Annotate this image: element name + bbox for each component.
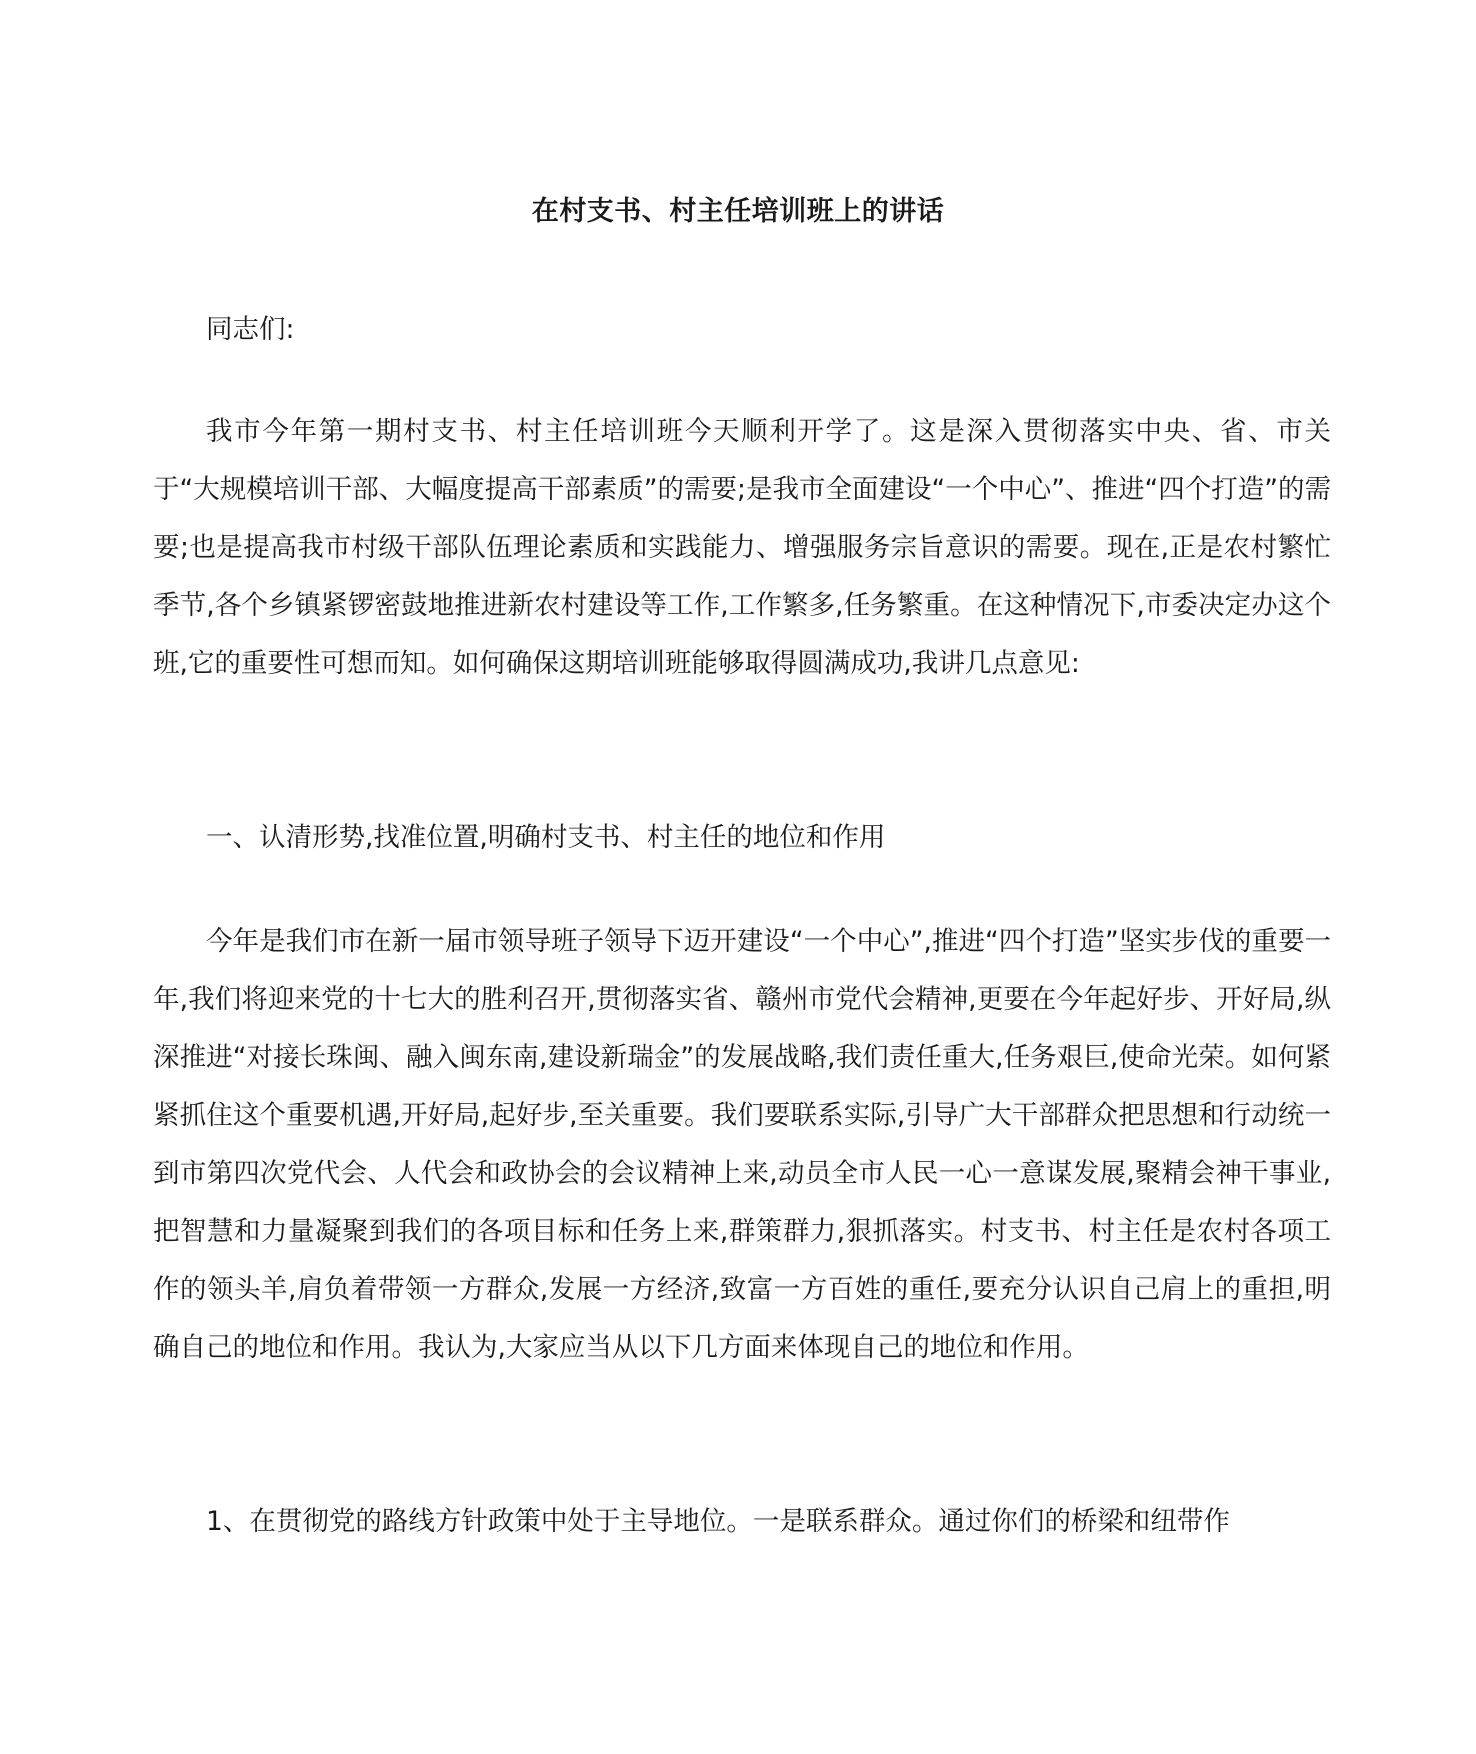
section-heading-one: 一、认清形势,找准位置,明确村支书、村主任的地位和作用 — [206, 822, 886, 853]
document-title: 在村支书、村主任培训班上的讲话 — [531, 196, 945, 227]
salutation: 同志们: — [206, 314, 295, 345]
paragraph-intro: 我市今年第一期村支书、村主任培训班今天顺利开学了。这是深入贯彻落实中央、省、市关于“大规模培训干部、大幅度提高干部素质”的需要;是我市全面建设“一个中心”、推进“四个打造”的需要;也是提高我市村级干部队伍理论素质和实践能力、增强服务宗旨意识的需要。现在,正是农村繁忙季节,各个乡镇紧锣密鼓地推进新农村建设等工作,工作繁多,任务繁重。在这种情况下,市委决定办这个班,它的重要性可想而知。如何确保这期培训班能够取得圆满成功,我讲几点意见: — [153, 416, 1331, 679]
paragraph-point-one: 1、在贯彻党的路线方针政策中处于主导地位。一是联系群众。通过你们的桥梁和纽带作 — [206, 1506, 1230, 1537]
paragraph-section-one: 今年是我们市在新一届市领导班子领导下迈开建设“一个中心”,推进“四个打造”坚实步伐的重要一年,我们将迎来党的十七大的胜利召开,贯彻落实省、赣州市党代会精神,更要在今年起好步、开好局,纵深推进“对接长珠闽、融入闽东南,建设新瑞金”的发展战略,我们责任重大,任务艰巨,使命光荣。如何紧紧抓住这个重要机遇,开好局,起好步,至关重要。我们要联系实际,引导广大干部群众把思想和行动统一到市第四次党代会、人代会和政协会的会议精神上来,动员全市人民一心一意谋发展,聚精会神干事业,把智慧和力量凝聚到我们的各项目标和任务上来,群策群力,狠抓落实。村支书、村主任是农村各项工作的领头羊,肩负着带领一方群众,发展一方经济,致富一方百姓的重任,要充分认识自己肩上的重担,明确自己的地位和作用。我认为,大家应当从以下几方面来体现自己的地位和作用。 — [153, 926, 1331, 1363]
